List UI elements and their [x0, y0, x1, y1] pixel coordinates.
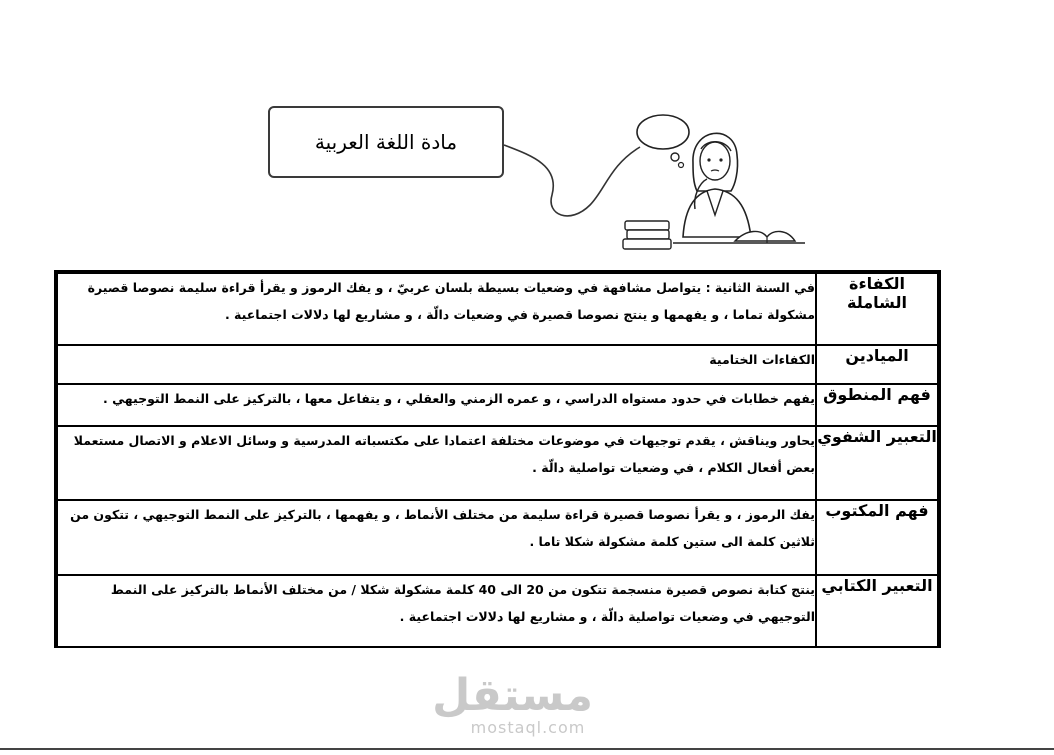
row-heading: التعبير الكتابي	[816, 575, 938, 647]
table-row	[57, 345, 938, 384]
row-heading: التعبير الشفوي	[816, 426, 938, 500]
row-heading: فهم المكتوب	[816, 500, 938, 575]
subject-title: مادة اللغة العربية	[314, 130, 458, 154]
row-heading: فهم المنطوق	[816, 384, 938, 426]
table-row	[57, 426, 938, 500]
bottom-divider	[0, 748, 1054, 750]
table-row	[57, 384, 938, 426]
table-row	[57, 575, 938, 647]
row-text: ينتج كتابة نصوص قصيرة منسجمة تتكون من 20 الى 40 كلمة مشكولة شكلا / من مختلف الأنماط بالتركيز على النمط التوجيهي في وضعيات تواصلية دالّة ، و مشاريع لها دلالات اجتماعية .	[57, 575, 816, 647]
watermark-latin: mostaql.com	[470, 718, 586, 737]
row-text: يحاور ويناقش ، يقدم توجيهات في موضوعات مختلفة اعتمادا على مكتسباته المدرسية و وسائل الاعلام و الاتصال مستعملا بعض أفعال الكلام ، في وضعيات تواصلية دالّة .	[57, 426, 816, 500]
student-thinking-illustration	[615, 105, 805, 255]
subject-title-box	[268, 106, 504, 178]
row-text: الكفاءات الختامية	[57, 345, 816, 384]
table-row	[57, 500, 938, 575]
row-text: في السنة الثانية : يتواصل مشافهة في وضعيات بسيطة بلسان عربيّ ، و يفك الرموز و يقرأ قراءة سليمة نصوصا قصيرة مشكولة تماما ، و يفهمها و ينتج نصوصا قصيرة في وضعيات دالّة ، و مشاريع لها دلالات اجتماعية .	[57, 273, 816, 345]
row-text: يفك الرموز ، و يقرأ نصوصا قصيرة قراءة سليمة من مختلف الأنماط ، و يفهمها ، بالتركيز على النمط التوجيهي ، تتكون من ثلاثين كلمة الى ستين كلمة مشكولة شكلا تاما .	[57, 500, 816, 575]
table-row	[57, 273, 938, 345]
competencies-table	[54, 270, 941, 648]
row-heading: الميادين	[816, 345, 938, 384]
watermark-arabic: مستقل	[432, 670, 593, 721]
row-heading: الكفاءة الشاملة	[816, 273, 938, 345]
row-text: يفهم خطابات في حدود مستواه الدراسي ، و عمره الزمني والعقلي ، و يتفاعل معها ، بالتركيز على النمط التوجيهي .	[57, 384, 816, 426]
watermark	[432, 670, 593, 737]
